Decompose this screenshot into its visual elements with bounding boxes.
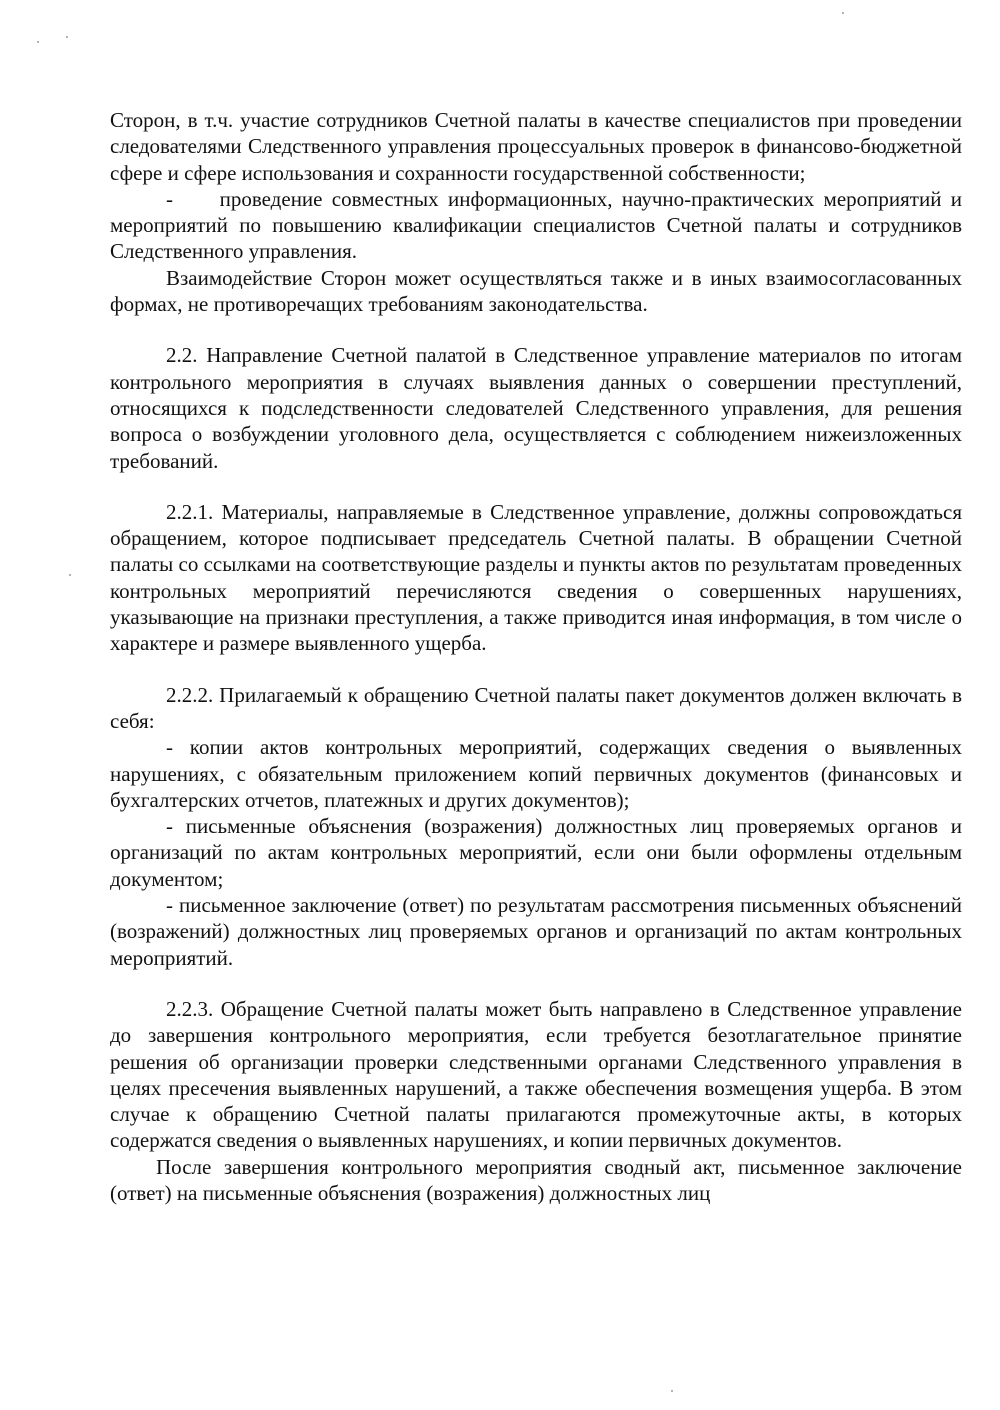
- paragraph: Сторон, в т.ч. участие сотрудников Счетной палаты в качестве специалистов при проведении следователями Следственного управления процессуальных проверок в финансово-бюджетной сфере и сфере использования и сохранности государственной собственности;: [110, 108, 962, 185]
- bullet-item: - письменное заключение (ответ) по результатам рассмотрения письменных объяснений (возражений) должностных лиц проверяемых органов и организаций по актам контрольных мероприятий.: [110, 893, 962, 970]
- scan-speck: [842, 12, 844, 14]
- paragraph: После завершения контрольного мероприятия сводный акт, письменное заключение (ответ) на письменные объяснения (возражения) должностных лиц: [110, 1154, 962, 1205]
- scan-speck: [37, 41, 39, 43]
- bullet-item: - письменные объяснения (возражения) должностных лиц проверяемых органов и организаций по актам контрольных мероприятий, если они были оформлены отдельным документом;: [110, 814, 962, 891]
- section-2-2-1: 2.2.1. Материалы, направляемые в Следственное управление, должны сопровождаться обращением, которое подписывает председатель Счетной палаты. В обращении Счетной палаты со ссылками на соответствующие разделы и пункты актов по результатам проведенных контрольных мероприятий перечисляются сведения о совершенных нарушениях, указывающие на признаки преступления, а также приводится иная информация, в том числе о характере и размере выявленного ущерба.: [110, 499, 963, 656]
- section-2-2-3: 2.2.3. Обращение Счетной палаты может быть направлено в Следственное управление до завершения контрольного мероприятия, если требуется безотлагательное принятие решения об организации проверки следственными органами Следственного управления в целях пресечения выявленных нарушений, а также обеспечения возмещения ущерба. В этом случае к обращению Счетной палаты прилагаются промежуточные акты, в которых содержатся сведения о выявленных нарушениях, и копии первичных документов.: [110, 996, 962, 1153]
- paragraph: Взаимодействие Сторон может осуществляться также и в иных взаимосогласованных формах, не противоречащих требованиям законодательства.: [110, 265, 962, 317]
- bullet-item: - копии актов контрольных мероприятий, содержащих сведения о выявленных нарушениях, с обязательным приложением копий первичных документов (финансовых и бухгалтерских отчетов, платежных и других документов);: [110, 735, 962, 812]
- section-2-2-2: 2.2.2. Прилагаемый к обращению Счетной палаты пакет документов должен включать в себя:: [110, 682, 962, 733]
- scan-speck: [69, 574, 71, 576]
- scan-speck: [66, 36, 68, 38]
- section-2-2: 2.2. Направление Счетной палатой в Следственное управление материалов по итогам контрольного мероприятия в случаях выявления данных о совершении преступлений, относящихся к подследственности следователей Следственного управления, для решения вопроса о возбуждении уголовного дела, осуществляется с соблюдением нижеизложенных требований.: [110, 343, 962, 473]
- bullet-item: - проведение совместных информационных, научно-практических мероприятий и мероприятий по повышению квалификации специалистов Счетной палаты и сотрудников Следственного управления.: [110, 186, 962, 264]
- scan-speck: [671, 1390, 673, 1392]
- document-body: [110, 107, 962, 1206]
